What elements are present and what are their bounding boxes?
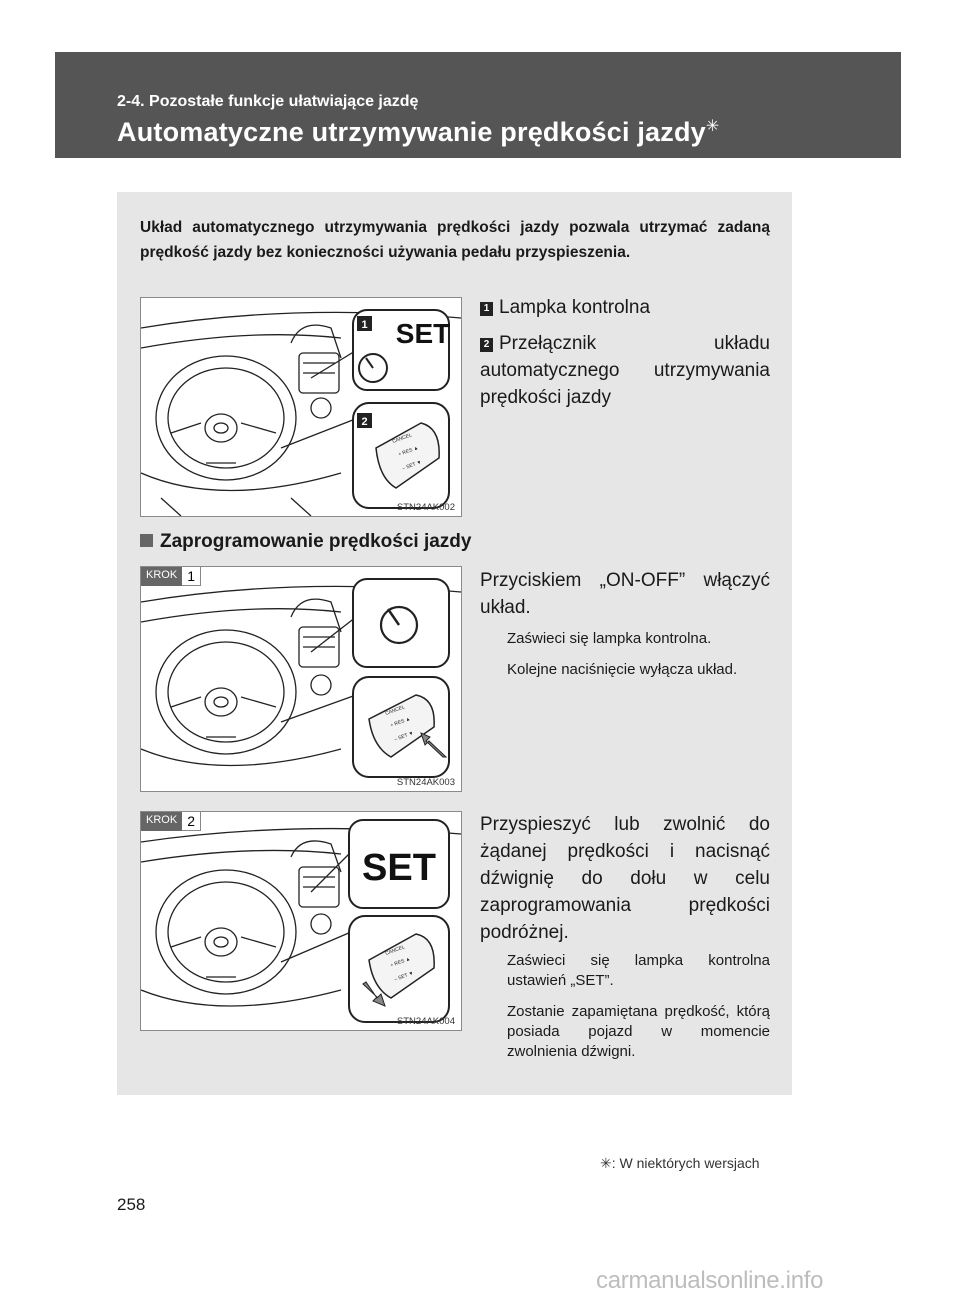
step-2-note-2: Zostanie zapamiętana prędkość, którą posiada pojazd w momencie zwolnienia dźwigni. <box>507 1003 770 1060</box>
step-1-note-1: Zaświeci się lampka kontrolna. <box>507 630 712 647</box>
figure-code: STN24AK002 <box>396 502 455 513</box>
section-label: 2-4. Pozostałe funkcje ułatwiające jazdę <box>117 93 419 110</box>
step-1-note-2: Kolejne naciśnięcie wyłącza układ. <box>507 661 738 678</box>
step-badge-1 <box>141 567 201 586</box>
steering-wheel-illustration <box>141 812 461 1030</box>
legend-label-2: Przełącznik układu automatycznego utrzymywania prędkości jazdy <box>480 333 770 408</box>
svg-text:+ RES ▲: + RES ▲ <box>397 445 420 458</box>
step-1-text: Przyciskiem „ON-OFF” włączyć układ. <box>480 570 770 618</box>
figure-overview <box>140 297 462 517</box>
svg-text:CANCEL: CANCEL <box>384 944 406 957</box>
watermark: carmanualsonline.info <box>596 1267 824 1294</box>
svg-text:SET: SET <box>395 318 451 349</box>
legend-item-2 <box>480 330 770 411</box>
asterisk-icon: ✳ <box>600 1155 612 1171</box>
svg-text:+ RES ▲: + RES ▲ <box>389 956 412 969</box>
subheading <box>140 531 471 553</box>
number-badge-2: 2 <box>480 338 493 352</box>
step-label: KROK <box>141 567 182 586</box>
figure-code: STN24AK003 <box>396 777 455 788</box>
page-number: 258 <box>117 1195 146 1214</box>
legend-label-1: Lampka kontrolna <box>499 297 651 318</box>
footnote-text: : W niektórych wersjach <box>611 1155 760 1171</box>
subheading-text: Zaprogramowanie prędkości jazdy <box>160 531 472 552</box>
steering-wheel-illustration <box>141 567 461 791</box>
figure-code: STN24AK004 <box>396 1016 455 1027</box>
svg-text:+ RES ▲: + RES ▲ <box>389 716 412 729</box>
step-2-text: Przyspieszyć lub zwolnić do żądanej prędkości i nacisnąć dźwignię do dołu w celu zaprogramowania prędkości podróżnej. <box>480 814 770 943</box>
svg-text:2: 2 <box>361 416 368 428</box>
svg-text:1: 1 <box>361 319 368 331</box>
callout-lever <box>353 403 449 508</box>
intro-paragraph: Układ automatycznego utrzymywania prędkości jazdy pozwala utrzymać zadaną prędkość jazdy bez konieczności używania pedału przyspieszenia. <box>140 219 770 261</box>
footnote <box>600 1155 760 1172</box>
svg-text:CANCEL: CANCEL <box>391 432 413 445</box>
step-number: 2 <box>182 812 201 831</box>
figure-step-1 <box>140 566 462 792</box>
svg-text:SET: SET <box>362 847 436 889</box>
square-bullet-icon <box>140 534 153 547</box>
legend-item-1 <box>480 294 650 321</box>
callout-indicator <box>353 310 450 390</box>
svg-text:CANCEL: CANCEL <box>384 704 406 717</box>
step-label: KROK <box>141 812 182 831</box>
steering-wheel-illustration <box>141 298 461 516</box>
step-2-note-1: Zaświeci się lampka kontrolna ustawień „SET”. <box>507 952 770 989</box>
number-badge-1: 1 <box>480 302 493 316</box>
svg-text:– SET ▼: – SET ▼ <box>393 970 415 983</box>
svg-text:– SET ▼: – SET ▼ <box>401 459 423 472</box>
step-number: 1 <box>182 567 201 586</box>
svg-text:– SET ▼: – SET ▼ <box>393 730 415 743</box>
page-title-text: Automatyczne utrzymywanie prędkości jazdy <box>117 117 706 147</box>
page-title <box>117 116 719 148</box>
step-badge-2 <box>141 812 201 831</box>
asterisk-icon: ✳ <box>705 118 720 135</box>
figure-step-2 <box>140 811 462 1031</box>
